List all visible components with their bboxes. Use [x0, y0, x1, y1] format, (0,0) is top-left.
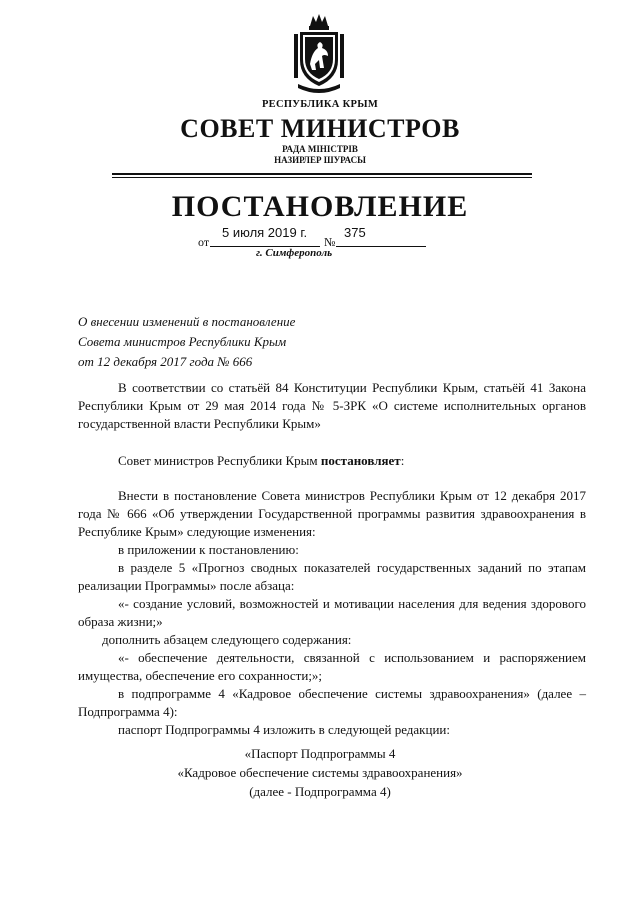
amend-paragraph: дополнить абзацем следующего содержания:	[102, 632, 352, 647]
amend-paragraph: Внести в постановление Совета министров Республики Крым от 12 декабря 2017 года № 666 «Об утверждении Государственной программы развития здравоохранения в Республике Крым» следующие изменения:	[78, 488, 586, 539]
header-nazirler: НАЗИРЛЕР ШУРАСЫ	[274, 155, 366, 165]
number-underline	[336, 246, 426, 247]
amend-paragraph: «- создание условий, возможностей и мотивации населения для ведения здорового образа жизни;»	[78, 596, 586, 629]
header-rada: РАДА МІНІСТРІВ	[282, 144, 358, 154]
header-republic: РЕСПУБЛИКА КРЫМ	[261, 99, 379, 110]
passport-heading	[0, 744, 640, 801]
number-prefix: №	[324, 235, 336, 249]
document-city: г. Симферополь	[256, 247, 333, 259]
amend-paragraph: в разделе 5 «Прогноз сводных показателей государственных заданий по этапам реализации Программы» после абзаца:	[78, 560, 586, 593]
header-rule-thin	[112, 177, 532, 178]
document-subject	[78, 312, 398, 372]
amend-paragraph: паспорт Подпрограммы 4 изложить в следующей редакции:	[118, 722, 450, 737]
header-rule-thick	[112, 173, 532, 175]
passport-line: (далее - Подпрограмма 4)	[249, 784, 391, 799]
document-kind-title: ПОСТАНОВЛЕНИЕ	[171, 190, 469, 223]
resolve-paragraph	[78, 452, 586, 470]
header-council: СОВЕТ МИНИСТРОВ	[180, 114, 460, 143]
subject-line: О внесении изменений в постановление	[78, 314, 296, 329]
amend-paragraph: в приложении к постановлению:	[118, 542, 299, 557]
passport-line: «Паспорт Подпрограммы 4	[244, 746, 396, 761]
subject-line: Совета министров Республики Крым	[78, 334, 287, 349]
resolve-suffix: :	[400, 453, 405, 468]
crimea-coat-of-arms-icon	[294, 12, 344, 94]
date-number-row	[198, 225, 438, 247]
subject-line: от 12 декабря 2017 года № 666	[78, 354, 253, 369]
coat-of-arms-emblem	[294, 12, 344, 94]
resolve-keyword: постановляет	[320, 453, 401, 468]
date-prefix: от	[198, 235, 210, 249]
passport-line: «Кадровое обеспечение системы здравоохранения»	[177, 765, 463, 780]
amend-paragraph: в подпрограмме 4 «Кадровое обеспечение системы здравоохранения» (далее – Подпрограмма 4):	[78, 686, 586, 719]
amend-paragraph: «- обеспечение деятельности, связанной с использованием и распоряжением имущества, обеспечение его сохранности;»;	[78, 650, 586, 683]
resolve-prefix: Совет министров Республики Крым	[118, 453, 321, 468]
intro-paragraph: В соответствии со статьёй 84 Конституции Республики Крым, статьёй 41 Закона Республики Крым от 29 мая 2014 года № 5-ЗРК «О системе исполнительных органов государственной власти Республики Крым»	[78, 380, 586, 431]
document-date: 5 июля 2019 г.	[222, 225, 308, 240]
amendments-block	[78, 487, 586, 739]
document-number: 375	[344, 225, 366, 240]
